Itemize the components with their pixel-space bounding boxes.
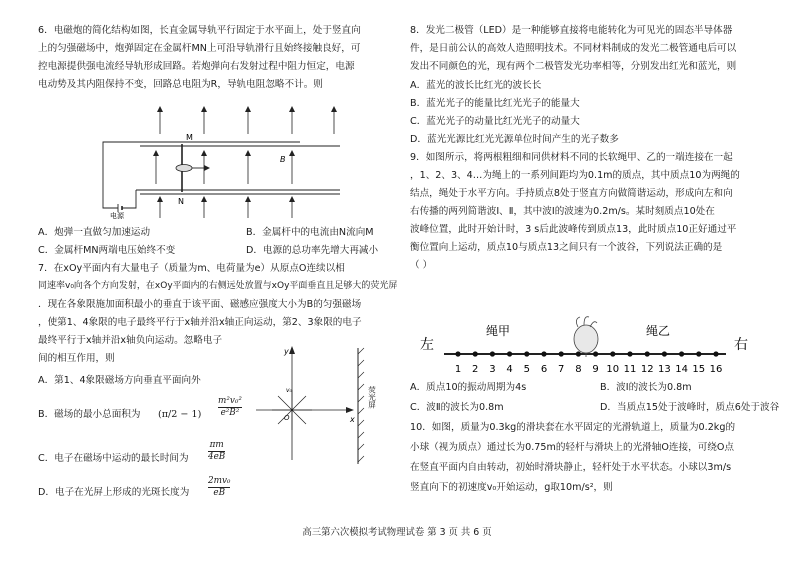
q9-option-c: C．波Ⅱ的波长为0.8m <box>410 402 504 413</box>
q7-option-d: D．电子在光屏上形成的光斑长度为 <box>38 487 190 498</box>
q7-electron-figure <box>250 340 400 470</box>
rope-point <box>541 351 546 356</box>
rope-point-label: 2 <box>472 364 479 375</box>
q9-option-a: A．质点10的振动周期为4s <box>410 382 527 393</box>
q9-line-3: 结点，绳处于水平方向。手持质点8处于竖直方向做简谐运动，形成向左和向 <box>410 188 733 199</box>
rope-point <box>507 351 512 356</box>
q6-label-n: N <box>178 197 184 206</box>
q6-option-b: B．金属杆中的电流由N流向M <box>246 227 374 238</box>
rope-point <box>627 351 632 356</box>
q8-line-1: 8．发光二极管（LED）是一种能够直接将电能转化为可见光的固态半导体器 <box>410 25 733 36</box>
q7-formula-c-den: 4eB <box>208 452 226 462</box>
q7-option-a: A．第1、4象限磁场方向垂直平面向外 <box>38 375 201 386</box>
q7-formula-d-num: 2mv₀ <box>208 476 231 486</box>
q9-line-4: 右传播的两列简谐波Ⅰ、Ⅱ，其中波Ⅰ的波速为0.2m/s。某时刻质点10处在 <box>410 206 715 217</box>
q10-line-1: 10．如图，质量为0.3kg的滑块套在水平固定的光滑轨道上，质量为0.2kg的 <box>410 422 736 433</box>
q9-tick-labels <box>455 364 723 375</box>
q10-line-2: 小球（视为质点）通过长为0.75m的轻杆与滑块上的光滑轴O连接，可绕O点 <box>410 442 735 453</box>
q6-line-3: 控电源提供强电流经导轨形成回路。若炮弹向右发射过程中阻力恒定，电源 <box>38 61 355 72</box>
rope-point-label: 10 <box>606 364 620 375</box>
q8-option-c: C．蓝光光子的动量比红光光子的动量大 <box>410 116 580 127</box>
hand-icon <box>574 317 598 357</box>
rope-point <box>679 351 684 356</box>
q9-line-2: ，1、2、3、4…为绳上的一系列间距均为0.1m的质点，其中质点10为两绳的 <box>410 170 740 181</box>
q7-formula-d-den: eB <box>208 487 230 499</box>
q10-line-4: 竖直向下的初速度v₀开始运动，g取10m/s²，则 <box>410 482 613 493</box>
q8-option-d: D．蓝光光源比红光光源单位时间产生的光子数多 <box>410 134 619 145</box>
rope-point <box>645 351 650 356</box>
q9-option-b: B．波Ⅰ的波长为0.8m <box>600 382 692 393</box>
q9-rope-figure <box>410 275 780 375</box>
q7-option-b: B．磁场的最小总面积为 <box>38 409 141 420</box>
q6-line-2: 上的匀强磁场中，炮弹固定在金属杆MN上可沿导轨滑行且始终接触良好，可 <box>38 43 361 54</box>
q7-line-3: ．现在各象限施加面积最小的垂直于该平面、磁感应强度大小为B的匀强磁场 <box>38 299 362 310</box>
rope-point-label: 16 <box>709 364 723 375</box>
q7-line-1: 7．在xOy平面内有大量电子（质量为m、电荷量为e）从原点O连续以相 <box>38 263 345 274</box>
rope-point <box>559 351 564 356</box>
rope-point-label: 4 <box>506 364 513 375</box>
rope-point-label: 14 <box>675 364 688 375</box>
rope-point <box>473 351 478 356</box>
q7-origin-label: O <box>284 414 290 422</box>
rope-point-label: 1 <box>454 364 462 375</box>
q7-line-4: ，使第1、4象限的电子最终平行于x轴并沿x轴正向运动，第2、3象限的电子 <box>38 317 362 328</box>
rope-point-label: 6 <box>540 364 548 375</box>
q7-line-5: 最终平行于x轴并沿x轴负向运动。忽略电子 <box>38 335 223 346</box>
q7-screen-label: 荧光屏 <box>367 386 377 409</box>
q6-option-c: C．金属杆MN两端电压始终不变 <box>38 245 176 256</box>
q9-line-1: 9．如图所示，将两根粗细和同供材料不同的长软绳甲、乙的一端连接在一起 <box>410 152 733 163</box>
rope-point <box>713 351 718 356</box>
velocity-arrows <box>272 390 312 430</box>
rope-point <box>455 351 460 356</box>
q9-rope-a-label: 绳甲 <box>486 324 511 338</box>
q7-v0-label: v₀ <box>286 387 292 394</box>
rope-point <box>490 351 495 356</box>
q8-option-b: B．蓝光光子的能量比红光光子的能量大 <box>410 98 580 109</box>
rope-point-label: 9 <box>592 364 599 375</box>
rope-point-label: 5 <box>523 364 530 375</box>
q8-option-a: A．蓝光的波长比红光的波长长 <box>410 80 542 91</box>
q9-rope-b-label: 绳乙 <box>646 324 671 338</box>
q9-option-d: D．当质点15处于波峰时，质点6处于波谷 <box>600 402 780 413</box>
q6-rail-figure <box>100 104 345 224</box>
q6-power-label: 电源 <box>110 212 124 220</box>
q7-option-c: C．电子在磁场中运动的最长时间为 <box>38 453 189 464</box>
q6-line-4: 电动势及其内阻保持不变，回路总电阻为R，导轨电阻忽略不计。则 <box>38 79 323 90</box>
q6-line-1: 6．电磁炮的简化结构如图，长直金属导轨平行固定于水平面上，处于竖直向 <box>38 25 361 36</box>
q7-formula-b-den: e²B² <box>218 407 242 419</box>
rope-point-label: 13 <box>658 364 671 375</box>
rope-point-label: 11 <box>623 364 637 375</box>
q6-option-a: A．炮弹一直做匀加速运动 <box>38 227 151 238</box>
q7-line-6: 间的相互作用，则 <box>38 353 115 364</box>
page-footer: 高三第六次模拟考试物理试卷 第 3 页 共 6 页 <box>302 527 492 538</box>
rope-point <box>593 351 598 356</box>
rope-point-label: 3 <box>489 364 496 375</box>
q10-line-3: 在竖直平面内自由转动，初始时滑块静止，轻杆处于水平状态。小球以3m/s <box>410 462 732 473</box>
rope-point-label: 12 <box>640 364 654 375</box>
rope-point-label: 7 <box>558 364 565 375</box>
q7-y-label: y <box>284 347 289 356</box>
q9-right-label: 右 <box>734 337 748 353</box>
rope-point <box>524 351 529 356</box>
q7-formula-b-fraction <box>218 396 242 419</box>
rope-point <box>610 351 615 356</box>
q6-label-b: B <box>280 155 286 164</box>
q7-formula-c-num: πm <box>209 440 224 450</box>
q7-formula-b-num: m²v₀² <box>218 396 242 406</box>
rope-point-label: 8 <box>575 364 582 375</box>
q9-left-label: 左 <box>420 337 434 353</box>
rope-point-label: 15 <box>692 364 706 375</box>
q6-option-d: D．电源的总功率先增大再减小 <box>246 245 379 256</box>
rope-point <box>576 351 581 356</box>
rope-point <box>662 351 667 356</box>
q9-line-7: （ ） <box>410 260 433 271</box>
q7-line-2: 同速率v₀向各个方向发射，在xOy平面内的右侧远处放置与xOy平面垂直且足够大的荧光屏 <box>38 281 398 291</box>
q7-formula-d-fraction <box>208 476 230 499</box>
q7-formula-b-coef: (π/2 − 1) <box>158 409 202 420</box>
q9-line-6: 衡位置向上运动，质点10与质点13之间只有一个波谷，下列说法正确的是 <box>410 242 723 253</box>
q7-x-label: x <box>350 415 355 424</box>
rope-point <box>696 351 701 356</box>
q6-label-m: M <box>186 133 193 142</box>
q7-formula-c-fraction <box>208 440 225 463</box>
q9-line-5: 波峰位置，此时开始计时，3 s后此波峰传到质点13，此时质点10正好通过平 <box>410 224 737 235</box>
q8-line-3: 发出不同颜色的光，现有两个二极管发光功率相等，分别发出红光和蓝光，则 <box>410 61 737 72</box>
q8-line-2: 件，是日前公认的高效人造照明技术。不同材料制成的发光二极管通电后可以 <box>410 43 737 54</box>
